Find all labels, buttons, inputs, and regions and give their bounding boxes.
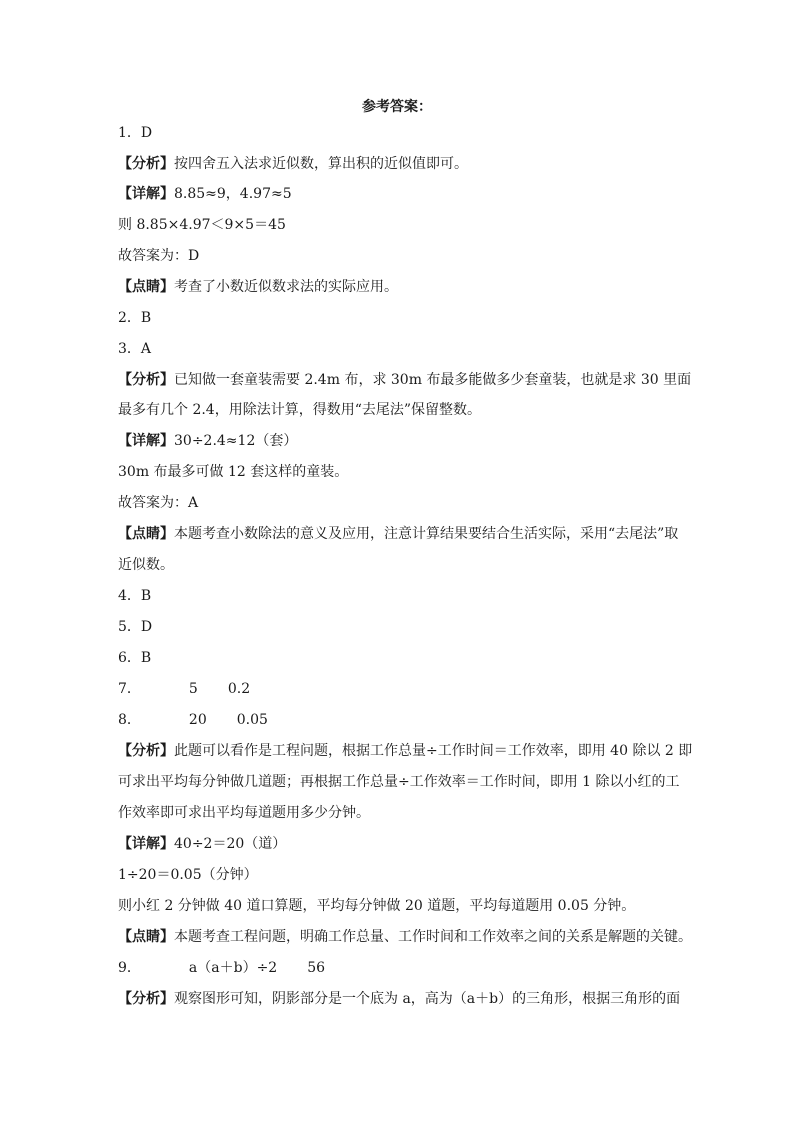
q3-detail-text: 30÷2.4≈12（套） — [174, 433, 298, 449]
q7-blank-2: 0.2 — [227, 681, 251, 697]
q9-blank-1: a（a＋b）÷2 — [188, 960, 278, 976]
q3-analysis-text-2: 最多有几个 2.4，用除法计算，得数用“去尾法”保留整数。 — [118, 402, 482, 418]
q1-analysis — [118, 153, 678, 175]
q8-analysis — [118, 740, 693, 762]
q8-step-1: 1÷20＝0.05（分钟） — [118, 867, 258, 883]
page-title: 参考答案： — [362, 99, 432, 115]
comment-tag: 【点睛】 — [118, 929, 174, 945]
q3-comment-text-1: 本题考查小数除法的意义及应用，注意计算结果要结合生活实际，采用“去尾法”取 — [174, 526, 679, 542]
q7-number: 7． — [118, 681, 141, 697]
comment-tag: 【点睛】 — [118, 279, 174, 295]
q2-answer: 2．B — [118, 310, 152, 326]
detail-tag: 【详解】 — [118, 836, 174, 852]
q1-analysis-text: 按四舍五入法求近似数，算出积的近似值即可。 — [174, 156, 468, 172]
q3-step: 30m 布最多可做 12 套这样的童装。 — [118, 464, 349, 480]
q1-comment-text: 考查了小数近似数求法的实际应用。 — [174, 279, 398, 295]
q9-number: 9． — [118, 960, 141, 976]
q8-detail-text: 40÷2＝20（道） — [174, 836, 287, 852]
analysis-tag: 【分析】 — [118, 372, 174, 388]
analysis-tag: 【分析】 — [118, 743, 174, 759]
q8-analysis-text-3: 作效率即可求出平均每道题用多少分钟。 — [118, 805, 370, 821]
detail-tag: 【详解】 — [118, 186, 174, 202]
q8-comment — [118, 926, 692, 948]
q3-comment — [118, 523, 678, 545]
q8-step-2: 则小红 2 分钟做 40 道口算题，平均每分钟做 20 道题，平均每道题用 0.05 分钟。 — [118, 898, 636, 914]
comment-tag: 【点睛】 — [118, 526, 174, 542]
q1-comment — [118, 276, 678, 298]
q1-answer: 1．D — [118, 125, 153, 141]
q1-detail-text: 8.85≈9，4.97≈5 — [174, 186, 292, 202]
q4-answer: 4．B — [118, 588, 152, 604]
q5-answer: 5．D — [118, 619, 153, 635]
q3-analysis-text-1: 已知做一套童装需要 2.4m 布，求 30m 布最多能做多少套童装，也就是求 30 里面 — [174, 372, 692, 388]
q9-analysis — [118, 988, 681, 1010]
q7-answer — [118, 678, 678, 700]
q8-blank-1: 20 — [188, 712, 207, 728]
q8-detail — [118, 833, 678, 855]
q3-detail — [118, 430, 678, 452]
q1-step: 则 8.85×4.97＜9×5＝45 — [118, 217, 286, 233]
q1-conclusion: 故答案为：D — [118, 248, 200, 264]
q3-analysis — [118, 369, 692, 391]
detail-tag: 【详解】 — [118, 433, 174, 449]
q7-blank-1: 5 — [188, 681, 198, 697]
analysis-tag: 【分析】 — [118, 156, 174, 172]
q9-blank-2: 56 — [307, 960, 326, 976]
q3-conclusion: 故答案为：A — [118, 495, 199, 511]
q6-answer: 6．B — [118, 650, 152, 666]
q9-answer — [118, 957, 678, 979]
analysis-tag: 【分析】 — [118, 991, 174, 1007]
q9-analysis-text-1: 观察图形可知，阴影部分是一个底为 a，高为（a＋b）的三角形，根据三角形的面 — [174, 991, 681, 1007]
q1-detail — [118, 183, 678, 205]
q8-comment-text: 本题考查工程问题，明确工作总量、工作时间和工作效率之间的关系是解题的关键。 — [174, 929, 692, 945]
q8-analysis-text-2: 可求出平均每分钟做几道题；再根据工作总量÷工作效率＝工作时间，即用 1 除以小红的工 — [118, 774, 680, 790]
q8-blank-2: 0.05 — [236, 712, 268, 728]
q3-answer: 3．A — [118, 341, 152, 357]
q8-analysis-text-1: 此题可以看作是工程问题，根据工作总量÷工作时间＝工作效率，即用 40 除以 2 即 — [174, 743, 693, 759]
q8-answer — [118, 709, 678, 731]
q8-number: 8． — [118, 712, 141, 728]
q3-comment-text-2: 近似数。 — [118, 557, 174, 573]
